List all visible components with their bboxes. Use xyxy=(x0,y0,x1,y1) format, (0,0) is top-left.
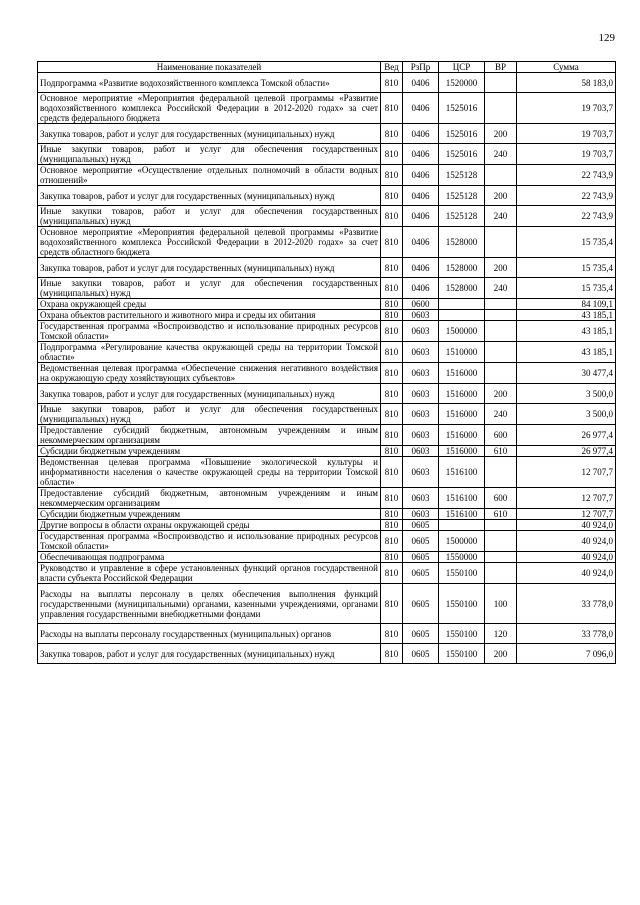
cell-ved: 810 xyxy=(381,258,403,278)
cell-ved: 810 xyxy=(381,206,403,227)
cell-name: Субсидии бюджетным учреждениям xyxy=(38,509,381,520)
cell-csr: 1520000 xyxy=(439,73,485,93)
cell-vr xyxy=(485,165,517,186)
cell-rzpr: 0605 xyxy=(403,624,439,644)
cell-ved: 810 xyxy=(381,227,403,258)
cell-csr: 1516000 xyxy=(439,446,485,457)
cell-ved: 810 xyxy=(381,144,403,165)
table-row xyxy=(38,144,616,165)
cell-sum: 3 500,0 xyxy=(517,404,616,425)
table-row xyxy=(38,404,616,425)
cell-vr: 610 xyxy=(485,509,517,520)
cell-name: Предоставление субсидий бюджетным, автономным учреждениям и иным некоммерческим организациям xyxy=(38,425,381,446)
cell-sum: 22 743,9 xyxy=(517,206,616,227)
cell-name: Обеспечивающая подпрограмма xyxy=(38,552,381,563)
cell-vr xyxy=(485,457,517,488)
cell-vr xyxy=(485,531,517,552)
cell-sum: 12 707,7 xyxy=(517,488,616,509)
page-number: 129 xyxy=(598,32,615,44)
cell-vr: 610 xyxy=(485,446,517,457)
cell-sum: 30 477,4 xyxy=(517,363,616,384)
cell-ved: 810 xyxy=(381,457,403,488)
cell-ved: 810 xyxy=(381,509,403,520)
cell-csr: 1500000 xyxy=(439,531,485,552)
cell-name: Основное мероприятие «Мероприятия федеральной целевой программы «Развитие водохозяйственного комплекса Российской Федерации в 2012-2020 годах» за счет средств федерального бюджета xyxy=(38,93,381,124)
cell-vr xyxy=(485,363,517,384)
table-row xyxy=(38,93,616,124)
cell-sum: 15 735,4 xyxy=(517,258,616,278)
cell-name: Закупка товаров, работ и услуг для государственных (муниципальных) нужд xyxy=(38,384,381,404)
cell-vr: 100 xyxy=(485,584,517,624)
cell-name: Подпрограмма «Развитие водохозяйственного комплекса Томской области» xyxy=(38,73,381,93)
cell-vr: 600 xyxy=(485,488,517,509)
cell-ved: 810 xyxy=(381,446,403,457)
cell-rzpr: 0406 xyxy=(403,73,439,93)
cell-vr xyxy=(485,552,517,563)
table-row xyxy=(38,165,616,186)
cell-csr: 1525128 xyxy=(439,206,485,227)
cell-ved: 810 xyxy=(381,321,403,342)
cell-sum: 40 924,0 xyxy=(517,520,616,531)
cell-name: Предоставление субсидий бюджетным, автономным учреждениям и иным некоммерческим организациям xyxy=(38,488,381,509)
cell-rzpr: 0605 xyxy=(403,644,439,664)
cell-csr: 1500000 xyxy=(439,321,485,342)
cell-ved: 810 xyxy=(381,124,403,144)
cell-vr: 200 xyxy=(485,644,517,664)
table-row xyxy=(38,124,616,144)
header-rzpr: РзПр xyxy=(403,62,439,73)
cell-name: Иные закупки товаров, работ и услуг для обеспечения государственных (муниципальных) нужд xyxy=(38,206,381,227)
cell-name: Другие вопросы в области охраны окружающей среды xyxy=(38,520,381,531)
cell-csr: 1516000 xyxy=(439,363,485,384)
cell-ved: 810 xyxy=(381,310,403,321)
cell-sum: 26 977,4 xyxy=(517,425,616,446)
cell-ved: 810 xyxy=(381,624,403,644)
cell-rzpr: 0406 xyxy=(403,206,439,227)
cell-ved: 810 xyxy=(381,93,403,124)
cell-csr: 1516100 xyxy=(439,457,485,488)
cell-csr: 1525016 xyxy=(439,124,485,144)
cell-name: Закупка товаров, работ и услуг для государственных (муниципальных) нужд xyxy=(38,644,381,664)
cell-name: Иные закупки товаров, работ и услуг для обеспечения государственных (муниципальных) нужд xyxy=(38,404,381,425)
cell-name: Ведомственная целевая программа «Обеспечение снижения негативного воздействия на окружающую среду хозяйствующих субъектов» xyxy=(38,363,381,384)
table-row xyxy=(38,552,616,563)
cell-sum: 12 707,7 xyxy=(517,457,616,488)
cell-rzpr: 0406 xyxy=(403,278,439,299)
table-row xyxy=(38,446,616,457)
cell-sum: 19 703,7 xyxy=(517,144,616,165)
cell-csr: 1516000 xyxy=(439,384,485,404)
cell-rzpr: 0605 xyxy=(403,552,439,563)
cell-vr xyxy=(485,310,517,321)
table-row xyxy=(38,520,616,531)
cell-sum: 15 735,4 xyxy=(517,227,616,258)
cell-ved: 810 xyxy=(381,584,403,624)
table-row xyxy=(38,73,616,93)
cell-ved: 810 xyxy=(381,278,403,299)
table-row xyxy=(38,509,616,520)
table-row xyxy=(38,186,616,206)
cell-sum: 19 703,7 xyxy=(517,124,616,144)
cell-sum: 33 778,0 xyxy=(517,584,616,624)
cell-vr: 200 xyxy=(485,258,517,278)
cell-csr: 1528000 xyxy=(439,258,485,278)
cell-rzpr: 0605 xyxy=(403,563,439,584)
cell-ved: 810 xyxy=(381,552,403,563)
cell-csr: 1516100 xyxy=(439,509,485,520)
cell-rzpr: 0603 xyxy=(403,384,439,404)
cell-vr: 240 xyxy=(485,278,517,299)
cell-vr: 200 xyxy=(485,384,517,404)
cell-csr: 1528000 xyxy=(439,227,485,258)
cell-rzpr: 0600 xyxy=(403,299,439,310)
cell-sum: 15 735,4 xyxy=(517,278,616,299)
cell-vr xyxy=(485,342,517,363)
cell-rzpr: 0603 xyxy=(403,321,439,342)
cell-sum: 22 743,9 xyxy=(517,186,616,206)
cell-vr xyxy=(485,321,517,342)
cell-csr xyxy=(439,310,485,321)
table-body xyxy=(38,73,616,664)
cell-name: Подпрограмма «Регулирование качества окружающей среды на территории Томской области» xyxy=(38,342,381,363)
cell-csr: 1510000 xyxy=(439,342,485,363)
table-row xyxy=(38,206,616,227)
cell-rzpr: 0406 xyxy=(403,227,439,258)
cell-csr: 1516100 xyxy=(439,488,485,509)
cell-name: Основное мероприятие «Осуществление отдельных полномочий в области водных отношений» xyxy=(38,165,381,186)
table-row xyxy=(38,321,616,342)
cell-sum: 58 183,0 xyxy=(517,73,616,93)
cell-csr: 1550100 xyxy=(439,584,485,624)
table-row xyxy=(38,342,616,363)
table-row xyxy=(38,384,616,404)
cell-csr: 1550100 xyxy=(439,624,485,644)
cell-ved: 810 xyxy=(381,520,403,531)
cell-rzpr: 0603 xyxy=(403,404,439,425)
cell-vr xyxy=(485,93,517,124)
cell-name: Закупка товаров, работ и услуг для государственных (муниципальных) нужд xyxy=(38,124,381,144)
cell-ved: 810 xyxy=(381,644,403,664)
cell-sum: 43 185,1 xyxy=(517,342,616,363)
cell-sum: 7 096,0 xyxy=(517,644,616,664)
cell-vr xyxy=(485,563,517,584)
cell-name: Расходы на выплаты персоналу в целях обеспечения выполнения функций государственными (муниципальными) органами, казенными учреждениями, органами управления государственными внебюджетными фондами xyxy=(38,584,381,624)
cell-rzpr: 0605 xyxy=(403,584,439,624)
cell-csr: 1528000 xyxy=(439,278,485,299)
table-row xyxy=(38,624,616,644)
cell-name: Закупка товаров, работ и услуг для государственных (муниципальных) нужд xyxy=(38,258,381,278)
cell-sum: 12 707,7 xyxy=(517,509,616,520)
cell-name: Ведомственная целевая программа «Повышение экологической культуры и информативности населения о качестве окружающей среды на территории Томской области» xyxy=(38,457,381,488)
cell-csr: 1516000 xyxy=(439,404,485,425)
cell-ved: 810 xyxy=(381,563,403,584)
table-row xyxy=(38,531,616,552)
cell-csr: 1516000 xyxy=(439,425,485,446)
cell-csr: 1525128 xyxy=(439,165,485,186)
cell-vr xyxy=(485,73,517,93)
cell-name: Расходы на выплаты персоналу государственных (муниципальных) органов xyxy=(38,624,381,644)
cell-vr: 200 xyxy=(485,186,517,206)
cell-csr: 1550000 xyxy=(439,552,485,563)
cell-ved: 810 xyxy=(381,342,403,363)
cell-sum: 40 924,0 xyxy=(517,552,616,563)
cell-rzpr: 0406 xyxy=(403,258,439,278)
cell-vr xyxy=(485,227,517,258)
cell-csr: 1525016 xyxy=(439,144,485,165)
cell-csr xyxy=(439,299,485,310)
header-sum: Сумма xyxy=(517,62,616,73)
header-vr: ВР xyxy=(485,62,517,73)
budget-table xyxy=(37,61,616,664)
cell-rzpr: 0406 xyxy=(403,144,439,165)
cell-rzpr: 0603 xyxy=(403,446,439,457)
cell-ved: 810 xyxy=(381,488,403,509)
cell-name: Государственная программа «Воспроизводство и использование природных ресурсов Томской области» xyxy=(38,321,381,342)
cell-name: Охрана объектов растительного и животного мира и среды их обитания xyxy=(38,310,381,321)
cell-ved: 810 xyxy=(381,531,403,552)
table-row xyxy=(38,278,616,299)
table-row xyxy=(38,299,616,310)
cell-ved: 810 xyxy=(381,73,403,93)
cell-csr: 1525128 xyxy=(439,186,485,206)
cell-name: Субсидии бюджетным учреждениям xyxy=(38,446,381,457)
cell-vr: 120 xyxy=(485,624,517,644)
cell-ved: 810 xyxy=(381,384,403,404)
cell-rzpr: 0603 xyxy=(403,425,439,446)
cell-csr xyxy=(439,520,485,531)
cell-rzpr: 0603 xyxy=(403,488,439,509)
cell-sum: 22 743,9 xyxy=(517,165,616,186)
header-ved: Вед xyxy=(381,62,403,73)
cell-sum: 40 924,0 xyxy=(517,563,616,584)
cell-csr: 1550100 xyxy=(439,644,485,664)
cell-vr xyxy=(485,299,517,310)
cell-sum: 3 500,0 xyxy=(517,384,616,404)
cell-rzpr: 0603 xyxy=(403,457,439,488)
table-row xyxy=(38,363,616,384)
table-row xyxy=(38,644,616,664)
cell-vr: 600 xyxy=(485,425,517,446)
table-row xyxy=(38,258,616,278)
cell-ved: 810 xyxy=(381,425,403,446)
table-row xyxy=(38,488,616,509)
cell-ved: 810 xyxy=(381,404,403,425)
cell-rzpr: 0603 xyxy=(403,509,439,520)
cell-rzpr: 0406 xyxy=(403,165,439,186)
cell-vr: 240 xyxy=(485,206,517,227)
cell-csr: 1550100 xyxy=(439,563,485,584)
cell-name: Иные закупки товаров, работ и услуг для обеспечения государственных (муниципальных) нужд xyxy=(38,278,381,299)
cell-sum: 40 924,0 xyxy=(517,531,616,552)
cell-sum: 43 185,1 xyxy=(517,321,616,342)
cell-sum: 43 185,1 xyxy=(517,310,616,321)
cell-rzpr: 0603 xyxy=(403,363,439,384)
cell-name: Иные закупки товаров, работ и услуг для обеспечения государственных (муниципальных) нужд xyxy=(38,144,381,165)
cell-name: Руководство и управление в сфере установленных функций органов государственной власти субъекта Российской Федерации xyxy=(38,563,381,584)
table-row xyxy=(38,425,616,446)
table-row xyxy=(38,310,616,321)
cell-vr xyxy=(485,520,517,531)
cell-name: Основное мероприятие «Мероприятия федеральной целевой программы «Развитие водохозяйственного комплекса Российской Федерации в 2012-2020 годах» за счет средств областного бюджета xyxy=(38,227,381,258)
cell-ved: 810 xyxy=(381,299,403,310)
table-row xyxy=(38,563,616,584)
cell-sum: 33 778,0 xyxy=(517,624,616,644)
header-row xyxy=(38,62,616,73)
cell-rzpr: 0603 xyxy=(403,342,439,363)
cell-rzpr: 0406 xyxy=(403,93,439,124)
cell-name: Государственная программа «Воспроизводство и использование природных ресурсов Томской области» xyxy=(38,531,381,552)
cell-name: Закупка товаров, работ и услуг для государственных (муниципальных) нужд xyxy=(38,186,381,206)
cell-rzpr: 0605 xyxy=(403,531,439,552)
header-csr: ЦСР xyxy=(439,62,485,73)
cell-vr: 240 xyxy=(485,144,517,165)
cell-sum: 26 977,4 xyxy=(517,446,616,457)
table-row xyxy=(38,584,616,624)
cell-sum: 19 703,7 xyxy=(517,93,616,124)
cell-ved: 810 xyxy=(381,363,403,384)
cell-ved: 810 xyxy=(381,165,403,186)
header-name: Наименование показателей xyxy=(38,62,381,73)
cell-sum: 84 109,1 xyxy=(517,299,616,310)
cell-rzpr: 0603 xyxy=(403,310,439,321)
cell-ved: 810 xyxy=(381,186,403,206)
table-row xyxy=(38,457,616,488)
cell-name: Охрана окружающей среды xyxy=(38,299,381,310)
cell-rzpr: 0406 xyxy=(403,186,439,206)
table-header xyxy=(38,62,616,73)
cell-rzpr: 0406 xyxy=(403,124,439,144)
cell-rzpr: 0605 xyxy=(403,520,439,531)
cell-vr: 240 xyxy=(485,404,517,425)
cell-csr: 1525016 xyxy=(439,93,485,124)
cell-vr: 200 xyxy=(485,124,517,144)
table-row xyxy=(38,227,616,258)
